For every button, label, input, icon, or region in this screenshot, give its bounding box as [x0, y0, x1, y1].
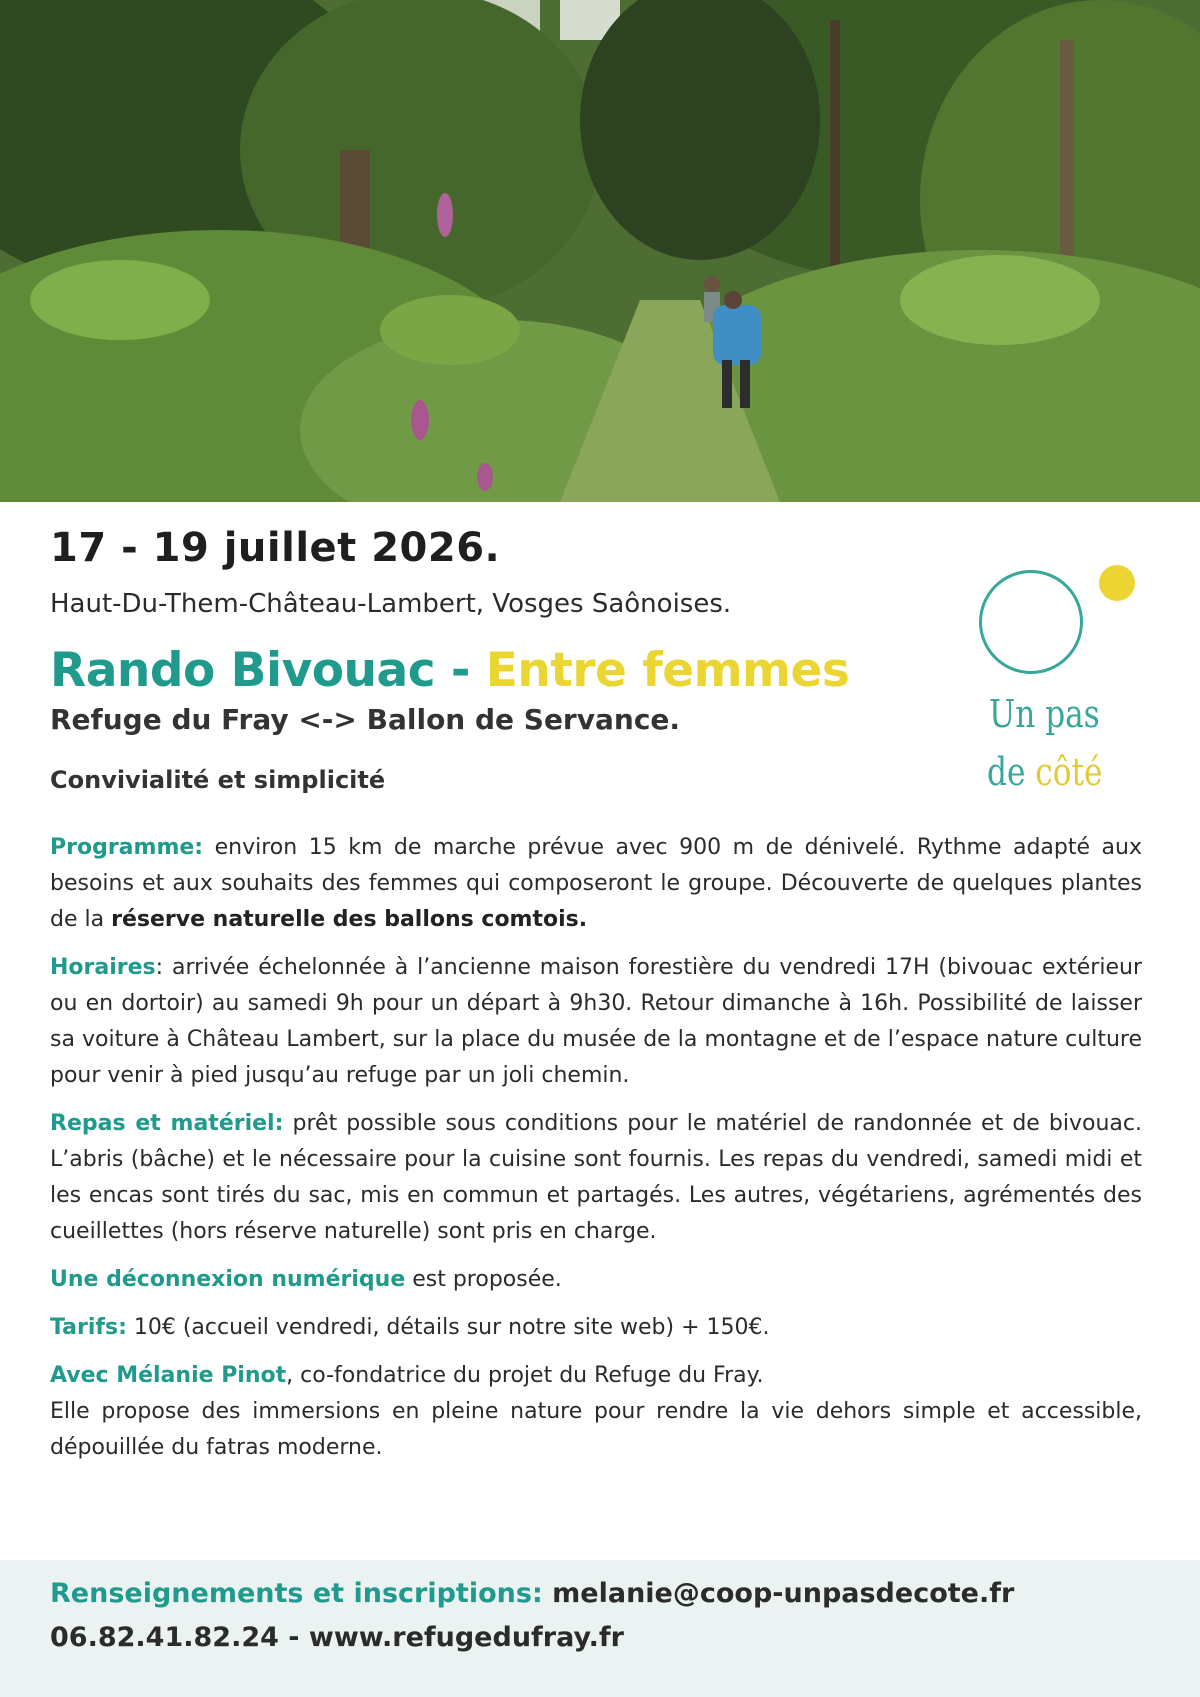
title-entre-femmes: Entre femmes — [485, 643, 850, 698]
repas-label: Repas et matériel: — [50, 1111, 284, 1136]
event-details — [50, 830, 1142, 1478]
contact-email[interactable]: melanie@coop-unpasdecote.fr — [542, 1578, 1015, 1609]
horaires-text: : arrivée échelonnée à l’ancienne maison forestière du vendredi 17H (bivouac extérieur ou en dortoir) au samedi 9h pour un départ à 9h30. Retour dimanche à 16h. Possibilité de laisser sa voiture à Château Lambert, sur la place du musée de la montagne et de l’espace nature culture pour venir à pied jusqu’au refuge par un joli chemin. — [50, 955, 1142, 1088]
deconnexion-paragraph — [50, 1262, 1142, 1298]
tarifs-label: Tarifs: — [50, 1315, 127, 1340]
logo-text-line1: Un pas — [989, 692, 1100, 736]
event-date: 17 - 19 juillet 2026. — [50, 525, 501, 571]
contact-line-1 — [50, 1578, 1014, 1609]
deconnexion-label: Une déconnexion numérique — [50, 1267, 406, 1292]
logo-circle-icon — [979, 570, 1083, 674]
avec-label: Avec Mélanie Pinot — [50, 1363, 287, 1388]
title-rando-bivouac: Rando Bivouac — [50, 643, 436, 698]
tarifs-text: 10€ (accueil vendredi, détails sur notre site web) + 150€. — [126, 1315, 770, 1340]
programme-label: Programme: — [50, 835, 204, 860]
horaires-paragraph — [50, 950, 1142, 1094]
logo-dot-icon — [1099, 565, 1135, 601]
logo-text-de: de — [987, 750, 1036, 794]
hero-photo — [0, 0, 1200, 502]
event-tagline: Convivialité et simplicité — [50, 766, 386, 794]
un-pas-de-cote-logo — [965, 540, 1150, 800]
contact-label: Renseignements et inscriptions: — [50, 1578, 543, 1609]
title-separator: - — [435, 643, 486, 698]
repas-text: prêt possible sous conditions pour le matériel de randonnée et de bivouac. L’abris (bâche) et le nécessaire pour la cuisine sont fournis. Les repas du vendredi, samedi midi et les encas sont tirés du sac, mis en commun et partagés. Les autres, végétariens, agrémentés des cueillettes (hors réserve naturelle) sont pris en charge. — [50, 1111, 1142, 1244]
programme-text: environ 15 km de marche prévue avec 900 m de dénivelé. Rythme adapté aux besoins et aux souhaits des femmes qui composeront le groupe. Découverte de quelques plantes de la — [50, 835, 1142, 932]
horaires-label: Horaires — [50, 955, 156, 980]
programme-paragraph — [50, 830, 1142, 938]
event-title — [50, 643, 849, 698]
avec-text-2: Elle propose des immersions en pleine nature pour rendre la vie dehors simple et accessible, dépouillée du fatras moderne. — [50, 1399, 1142, 1460]
contact-phone-website[interactable]: 06.82.41.82.24 - www.refugedufray.fr — [50, 1622, 624, 1653]
deconnexion-text: est proposée. — [405, 1267, 562, 1292]
avec-paragraph — [50, 1358, 1142, 1466]
logo-text-cote: côté — [1035, 750, 1103, 794]
logo-text-line2 — [987, 750, 1102, 794]
event-location: Haut-Du-Them-Château-Lambert, Vosges Saônoises. — [50, 589, 732, 619]
tarifs-paragraph — [50, 1310, 1142, 1346]
programme-bold-text: réserve naturelle des ballons comtois. — [111, 907, 588, 932]
forest-trail-illustration — [0, 0, 1200, 502]
contact-footer — [0, 1560, 1200, 1697]
repas-paragraph — [50, 1106, 1142, 1250]
event-route: Refuge du Fray <-> Ballon de Servance. — [50, 703, 681, 736]
avec-text: , co-fondatrice du projet du Refuge du Fray. — [286, 1363, 764, 1388]
